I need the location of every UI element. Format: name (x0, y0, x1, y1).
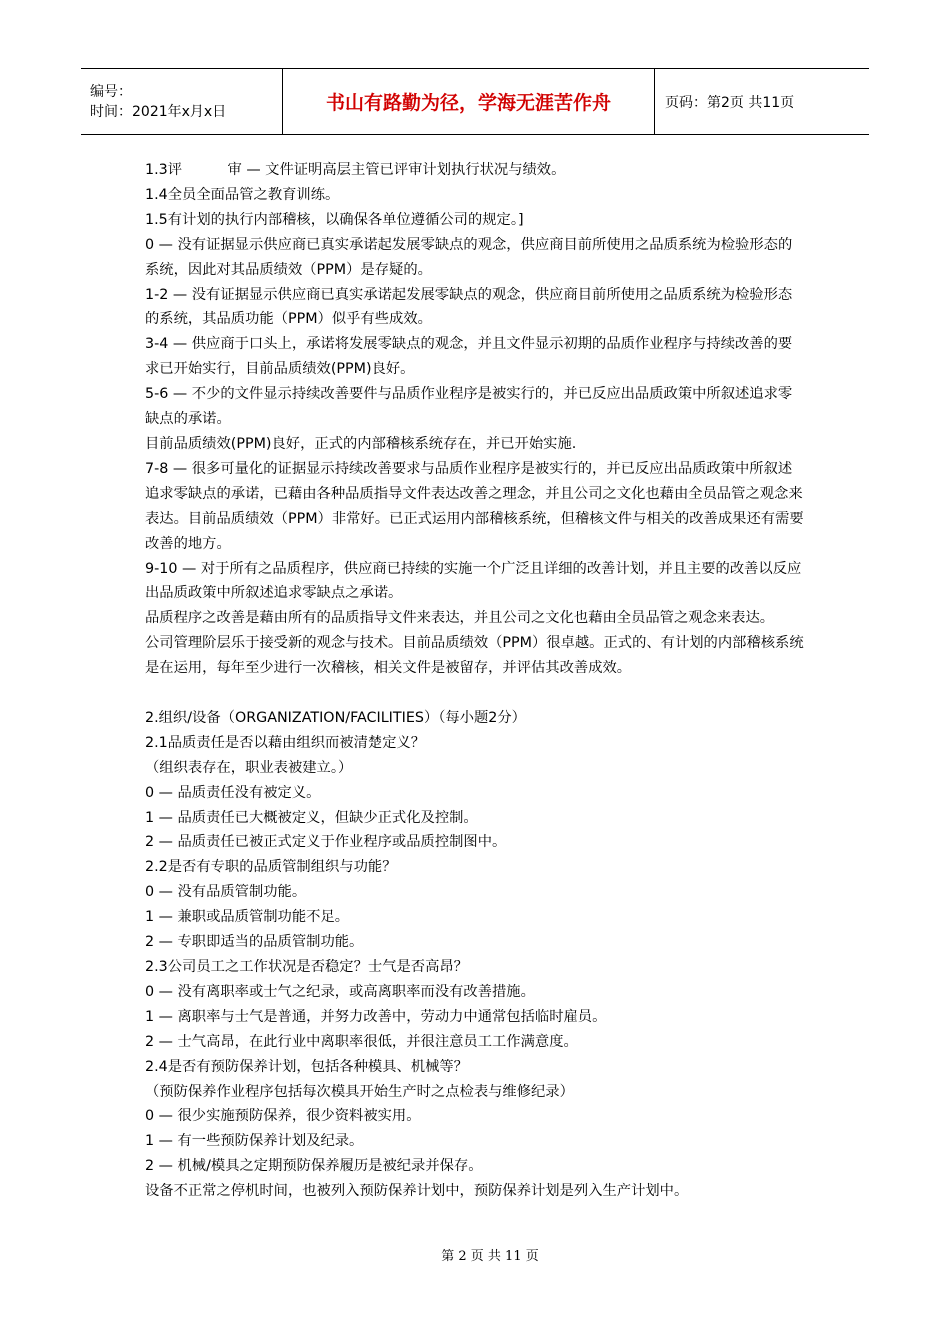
page-header (81, 68, 869, 135)
body-paragraph: 设备不正常之停机时间，也被列入预防保养计划中，预防保养计划是列入生产计划中。 (145, 1183, 689, 1200)
blank-line (145, 681, 805, 706)
document-number-label: 编号： (90, 83, 132, 100)
body-paragraph: 1 — 离职率与士气是普通，并努力改善中，劳动力中通常包括临时雇员。 (145, 1008, 607, 1025)
body-paragraph: （组织表存在，职业表被建立。） (145, 759, 353, 776)
body-paragraph: 7-8 — 很多可量化的证据显示持续改善要求与品质作业程序是被实行的，并已反应出品质政策中所叙述追求零缺点的承诺，已藉由各种品质指导文件表达改善之理念，并且公司之文化也藉由全员品管之观念来表达。目前品质绩效（PPM）非常好。已正式运用内部稽核系统，但稽核文件与相关的改善成果还有需要改善的地方。 (145, 460, 804, 552)
body-paragraph: 5-6 — 不少的文件显示持续改善要件与品质作业程序是被实行的，并已反应出品质政策中所叙述追求零缺点的承诺。 (145, 386, 793, 428)
body-paragraph: 品质程序之改善是藉由所有的品质指导文件来表达，并且公司之文化也藉由全员品管之观念来表达。 (145, 610, 775, 627)
body-paragraph: 1.5有计划的执行内部稽核，以确保各单位遵循公司的规定。] (145, 211, 524, 228)
body-paragraph: 9-10 — 对于所有之品质程序，供应商已持续的实施一个广泛且详细的改善计划，并且主要的改善以反应出品质政策中所叙述追求零缺点之承诺。 (145, 560, 802, 602)
body-paragraph: 0 — 品质责任没有被定义。 (145, 784, 321, 801)
body-paragraph: 2 — 机械/模具之定期预防保养履历是被纪录并保存。 (145, 1158, 483, 1175)
body-paragraph: 1-2 — 没有证据显示供应商已真实承诺起发展零缺点的观念，供应商目前所使用之品质系统为检验形态的系统，其品质功能（PPM）似乎有些成效。 (145, 286, 793, 328)
page-footer: 第 2 页 共 11 页 (441, 1249, 539, 1264)
header-info-cell (81, 69, 283, 134)
header-motto: 书山有路勤为径，学海无涯苦作舟 (325, 92, 611, 114)
body-paragraph: 3-4 — 供应商于口头上，承诺将发展零缺点的观念，并且文件显示初期的品质作业程序与持续改善的要求已开始实行，目前品质绩效(PPM)良好。 (145, 336, 793, 378)
header-motto-cell (283, 69, 655, 134)
body-paragraph: 0 — 很少实施预防保养，很少资料被实用。 (145, 1108, 421, 1125)
body-paragraph: 1 — 兼职或品质管制功能不足。 (145, 909, 350, 926)
body-paragraph: 1.4全员全面品管之教育训练。 (145, 186, 340, 203)
body-paragraph: 2.1品质责任是否以藉由组织而被清楚定义？ (145, 734, 426, 751)
body-paragraph: 2.组织/设备（ORGANIZATION/FACILITIES）（每小题2分） (145, 709, 526, 726)
body-paragraph: 2 — 品质责任已被正式定义于作业程序或品质控制图中。 (145, 834, 507, 851)
body-paragraph: 2 — 士气高昂，在此行业中离职率很低，并很注意员工工作满意度。 (145, 1033, 578, 1050)
body-paragraph: （预防保养作业程序包括每次模具开始生产时之点检表与维修纪录） (145, 1083, 574, 1100)
header-page-cell (655, 69, 869, 134)
body-paragraph: 1 — 有一些预防保养计划及纪录。 (145, 1133, 364, 1150)
body-paragraph: 2.4是否有预防保养计划，包括各种模具、机械等？ (145, 1058, 468, 1075)
header-page-number: 页码：第2页 共11页 (665, 94, 795, 111)
body-paragraph: 2 — 专职即适当的品质管制功能。 (145, 934, 364, 951)
body-paragraph: 1.3评 审 — 文件证明高层主管已评审计划执行状况与绩效。 (145, 162, 566, 178)
body-paragraph: 公司管理阶层乐于接受新的观念与技术。目前品质绩效（PPM）很卓越。正式的、有计划的内部稽核系统是在运用，每年至少进行一次稽核，相关文件是被留存，并评估其改善成效。 (145, 635, 804, 677)
body-paragraph: 0 — 没有品质管制功能。 (145, 884, 307, 901)
body-paragraph: 0 — 没有证据显示供应商已真实承诺起发展零缺点的观念，供应商目前所使用之品质系统为检验形态的系统，因此对其品质绩效（PPM）是存疑的。 (145, 236, 793, 278)
body-paragraph: 目前品质绩效(PPM)良好，正式的内部稽核系统存在，并已开始实施. (145, 435, 577, 452)
body-paragraph: 2.2是否有专职的品质管制组织与功能？ (145, 859, 397, 876)
body-paragraph: 2.3公司员工之工作状况是否稳定？士气是否高昂？ (145, 958, 468, 975)
body-paragraph: 0 — 没有离职率或士气之纪录，或高离职率而没有改善措施。 (145, 983, 535, 1000)
document-date-label: 时间：2021年x月x日 (90, 103, 227, 120)
document-body (145, 158, 805, 1204)
body-paragraph: 1 — 品质责任已大概被定义，但缺少正式化及控制。 (145, 809, 478, 826)
